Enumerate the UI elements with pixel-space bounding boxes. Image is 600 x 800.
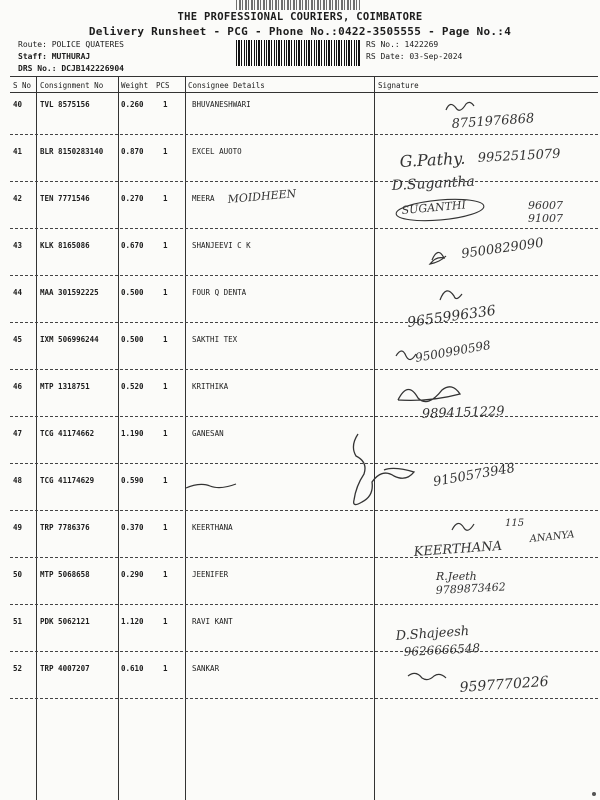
col-header-consignee: Consignee Details: [188, 81, 265, 90]
cell-consignee: SHANJEEVI C K: [192, 241, 251, 250]
ditto-mark: [186, 484, 236, 488]
cell-pcs: 1: [163, 194, 168, 203]
signature-scribble: [353, 434, 414, 505]
cell-pcs: 1: [163, 664, 168, 673]
staff-label: Staff: MUTHURAJ: [18, 52, 91, 61]
cell-consignee: EXCEL AUOTO: [192, 147, 242, 156]
recipient-signature: D.Sugantha: [391, 173, 476, 194]
col-header-sno: S No: [13, 81, 32, 90]
route-label: Route: POLICE QUATERES: [18, 40, 124, 49]
rs-date: RS Date: 03-Sep-2024: [366, 52, 463, 61]
signature-scribble: [446, 102, 474, 110]
recipient-signature: R.Jeeth: [436, 570, 477, 583]
recipient-phone: 9626666548: [403, 641, 481, 659]
recipient-signature: D.Shajeesh: [395, 623, 470, 644]
recipient-signature: KEERTHANA: [413, 538, 503, 560]
cell-weight: 0.870: [121, 147, 144, 156]
runsheet-subtitle: Delivery Runsheet - PCG - Phone No.:0422-3505555 - Page No.:4: [88, 25, 512, 38]
signature-scribble: [408, 673, 446, 679]
recipient-signature: G.Pathy.: [399, 148, 466, 171]
drs-number: DRS No.: DCJB142226904: [18, 64, 124, 73]
col-header-weight: Weight: [121, 81, 149, 90]
col-header-pcs: PCS: [156, 81, 170, 90]
cell-weight: 0.500: [121, 335, 144, 344]
cell-consignee: KRITHIKA: [192, 382, 229, 391]
cell-consignee: MEERA: [192, 194, 215, 203]
col-header-consignment: Consignment No: [40, 81, 104, 90]
cell-consignment: IXM 506996244: [40, 335, 99, 344]
cell-consignment: KLK 8165086: [40, 241, 90, 250]
recipient-phone: 9894151229: [421, 404, 505, 422]
cell-weight: 0.370: [121, 523, 144, 532]
cell-consignee: FOUR Q DENTA: [192, 288, 247, 297]
cell-sno: 43: [13, 241, 23, 250]
recipient-phone: 9655996336: [406, 302, 497, 331]
cell-consignee: RAVI KANT: [192, 617, 233, 626]
cell-weight: 0.290: [121, 570, 144, 579]
cell-pcs: 1: [163, 382, 168, 391]
cell-weight: 0.670: [121, 241, 144, 250]
cell-consignment: MTP 1318751: [40, 382, 90, 391]
signature-scribble: [398, 387, 460, 402]
cell-sno: 51: [13, 617, 23, 626]
scan-speck: [592, 792, 596, 796]
cell-consignee: BHUVANESHWARI: [192, 100, 251, 109]
cell-sno: 46: [13, 382, 23, 391]
recipient-name: SUGANTHI: [401, 198, 467, 217]
cell-pcs: 1: [163, 335, 168, 344]
cell-pcs: 1: [163, 570, 168, 579]
cell-consignment: MTP 5068658: [40, 570, 90, 579]
cell-consignment: PDK 5062121: [40, 617, 90, 626]
cell-sno: 40: [13, 100, 23, 109]
cell-sno: 44: [13, 288, 23, 297]
cell-weight: 0.500: [121, 288, 144, 297]
recipient-phone-part: 96007: [528, 199, 563, 212]
recipient-phone: 9597770226: [459, 673, 550, 696]
cell-pcs: 1: [163, 617, 168, 626]
handwritten-note: ANANYA: [529, 529, 576, 545]
cell-consignee: GANESAN: [192, 429, 224, 438]
cell-weight: 1.120: [121, 617, 144, 626]
cell-sno: 52: [13, 664, 23, 673]
cell-consignee: JEENIFER: [192, 570, 229, 579]
recipient-phone: 9500829090: [460, 235, 545, 262]
cell-pcs: 1: [163, 429, 168, 438]
cell-consignment: TCG 41174629: [40, 476, 95, 485]
recipient-phone: 9789873462: [435, 580, 507, 597]
cell-consignee: KEERTHANA: [192, 523, 233, 532]
cell-consignment: TVL 8575156: [40, 100, 90, 109]
cell-weight: 0.610: [121, 664, 144, 673]
cell-sno: 47: [13, 429, 23, 438]
recipient-phone: 9500990598: [414, 337, 492, 365]
rs-number: RS No.: 1422269: [366, 40, 439, 49]
cell-pcs: 1: [163, 523, 168, 532]
recipient-phone: 8751976868: [451, 111, 535, 132]
cell-consignment: TCG 41174662: [40, 429, 95, 438]
signature-scribble: [440, 291, 462, 300]
company-title: THE PROFESSIONAL COURIERS, COIMBATORE: [177, 11, 423, 23]
cell-weight: 0.260: [121, 100, 144, 109]
cell-pcs: 1: [163, 147, 168, 156]
recipient-phone-part: 91007: [528, 212, 563, 225]
cell-weight: 0.520: [121, 382, 144, 391]
cell-consignment: TRP 4007207: [40, 664, 90, 673]
signature-scribble: [430, 252, 446, 264]
signature-scribble: [452, 523, 474, 530]
cell-weight: 1.190: [121, 429, 144, 438]
cell-weight: 0.590: [121, 476, 144, 485]
cell-consignment: TRP 7786376: [40, 523, 90, 532]
cell-weight: 0.270: [121, 194, 144, 203]
cell-consignment: BLR 8150283140: [40, 147, 104, 156]
cell-sno: 45: [13, 335, 23, 344]
cell-consignee: SAKTHI TEX: [192, 335, 238, 344]
cell-sno: 48: [13, 476, 23, 485]
cell-pcs: 1: [163, 288, 168, 297]
recipient-phone: 9150573948: [432, 460, 517, 490]
col-header-signature: Signature: [378, 81, 419, 90]
cell-pcs: 1: [163, 241, 168, 250]
cell-sno: 41: [13, 147, 23, 156]
cell-consignee: SANKAR: [192, 664, 220, 673]
cell-consignment: TEN 7771546: [40, 194, 90, 203]
cell-pcs: 1: [163, 476, 168, 485]
cell-sno: 50: [13, 570, 23, 579]
cell-sno: 42: [13, 194, 23, 203]
recipient-phone: 9952515079: [477, 146, 561, 166]
signature-scribble: [396, 351, 416, 360]
cell-pcs: 1: [163, 100, 168, 109]
cell-consignment: MAA 301592225: [40, 288, 99, 297]
cell-sno: 49: [13, 523, 23, 532]
handwritten-note: 115: [505, 518, 525, 529]
handwritten-note: MOIDHEEN: [227, 187, 297, 206]
